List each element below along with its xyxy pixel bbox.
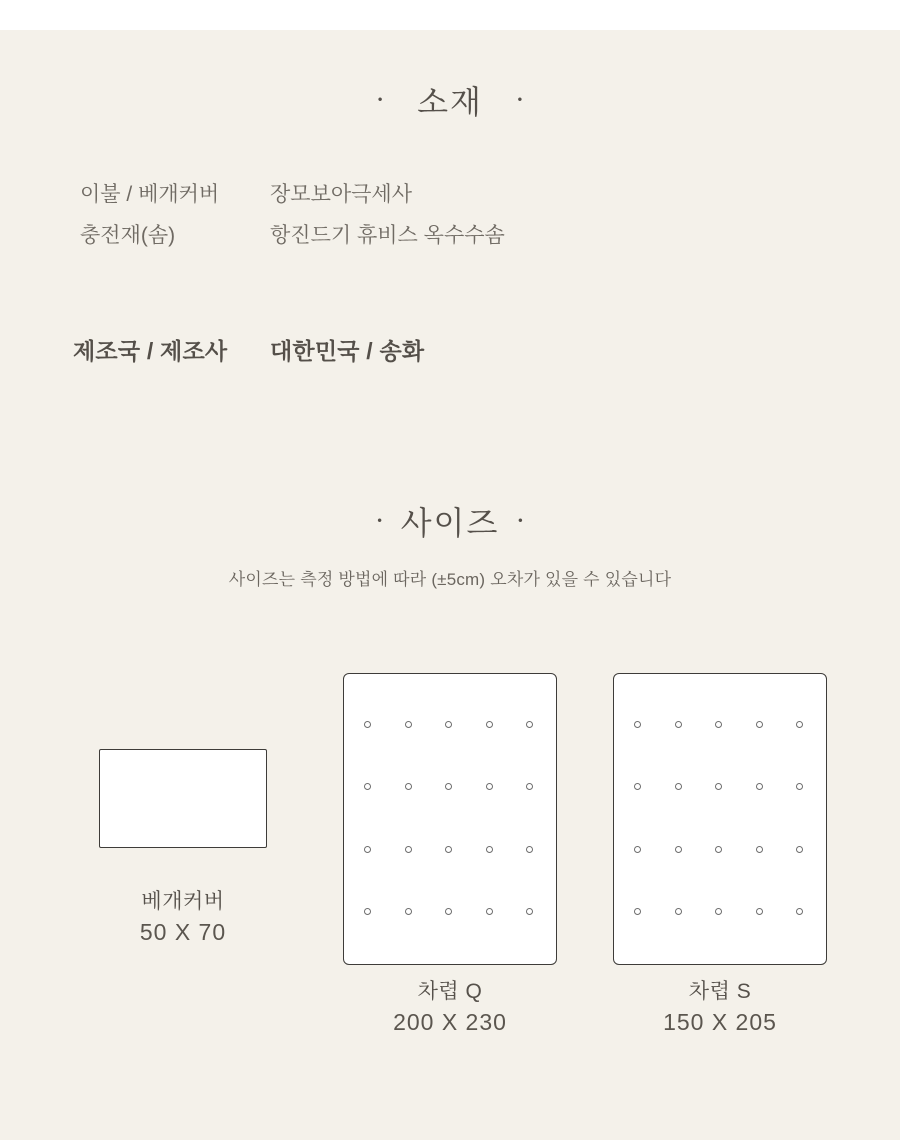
quilting-dot (486, 783, 493, 790)
quilting-dot (756, 783, 763, 790)
quilting-dot (796, 721, 803, 728)
quilting-dot (526, 721, 533, 728)
quilting-dot (715, 846, 722, 853)
quilting-dot (364, 783, 371, 790)
quilting-dot (526, 783, 533, 790)
quilting-dot (634, 908, 641, 915)
sizes-section-title (0, 499, 900, 543)
manufacturer-value: 대한민국 / 송화 (270, 338, 425, 364)
quilting-dot (445, 846, 452, 853)
materials-section-title (0, 78, 900, 122)
quilting-dot (445, 908, 452, 915)
quilting-dot (486, 721, 493, 728)
quilting-dot (675, 908, 682, 915)
quilting-dot (756, 721, 763, 728)
quilting-dot (756, 908, 763, 915)
diagram-name: 차렵 S (688, 980, 752, 1003)
quilting-dot (526, 846, 533, 853)
quilting-dot (364, 846, 371, 853)
quilting-dot (634, 846, 641, 853)
quilting-dot (405, 908, 412, 915)
spec-row-cover (80, 174, 800, 215)
manufacturer-row (73, 337, 813, 365)
title-right-dot: · (514, 83, 525, 116)
quilting-dot-grid (614, 674, 826, 964)
title-left-dot: · (374, 504, 385, 537)
quilting-dot (486, 846, 493, 853)
quilting-dot (445, 783, 452, 790)
quilting-dot (675, 721, 682, 728)
spec-label: 충전재(솜) (80, 224, 176, 247)
quilting-dot (715, 721, 722, 728)
quilting-dot (675, 783, 682, 790)
diagram-dimensions: 150 X 205 (663, 1009, 777, 1035)
diagram-name: 차렵 Q (417, 980, 483, 1003)
pillow-cover-diagram (99, 749, 267, 848)
quilting-dot-grid (344, 674, 556, 964)
quilting-dot (405, 846, 412, 853)
manufacturer-label: 제조국 / 제조사 (73, 338, 228, 364)
spec-row-filling (80, 215, 800, 256)
title-right-dot: · (515, 504, 526, 537)
quilting-dot (796, 908, 803, 915)
quilting-dot (405, 721, 412, 728)
quilting-dot (634, 783, 641, 790)
quilting-dot (364, 721, 371, 728)
quilt-s-label (614, 977, 826, 1037)
quilting-dot (796, 846, 803, 853)
top-white-strip (0, 0, 900, 30)
pillow-cover-label (83, 887, 283, 947)
quilt-s-diagram (613, 673, 827, 965)
spec-value: 장모보아극세사 (270, 183, 413, 206)
diagram-dimensions: 200 X 230 (393, 1009, 507, 1035)
quilting-dot (756, 846, 763, 853)
spec-label: 이불 / 베개커버 (80, 183, 220, 206)
quilting-dot (715, 783, 722, 790)
quilting-dot (364, 908, 371, 915)
quilting-dot (526, 908, 533, 915)
materials-spec-table (80, 174, 800, 256)
sizes-title-text: 사이즈 (400, 505, 500, 541)
materials-title-text: 소재 (417, 84, 483, 120)
quilting-dot (715, 908, 722, 915)
quilt-q-diagram (343, 673, 557, 965)
quilting-dot (445, 721, 452, 728)
title-left-dot: · (375, 83, 386, 116)
quilting-dot (405, 783, 412, 790)
quilt-q-label (344, 977, 556, 1037)
diagram-dimensions: 50 X 70 (139, 919, 227, 945)
size-tolerance-note: 사이즈는 측정 방법에 따라 (±5cm) 오차가 있을 수 있습니다 (228, 570, 672, 589)
quilting-dot (675, 846, 682, 853)
quilting-dot (486, 908, 493, 915)
quilting-dot (634, 721, 641, 728)
quilting-dot (796, 783, 803, 790)
spec-value: 항진드기 휴비스 옥수수솜 (270, 224, 505, 247)
diagram-name: 베개커버 (141, 890, 225, 913)
